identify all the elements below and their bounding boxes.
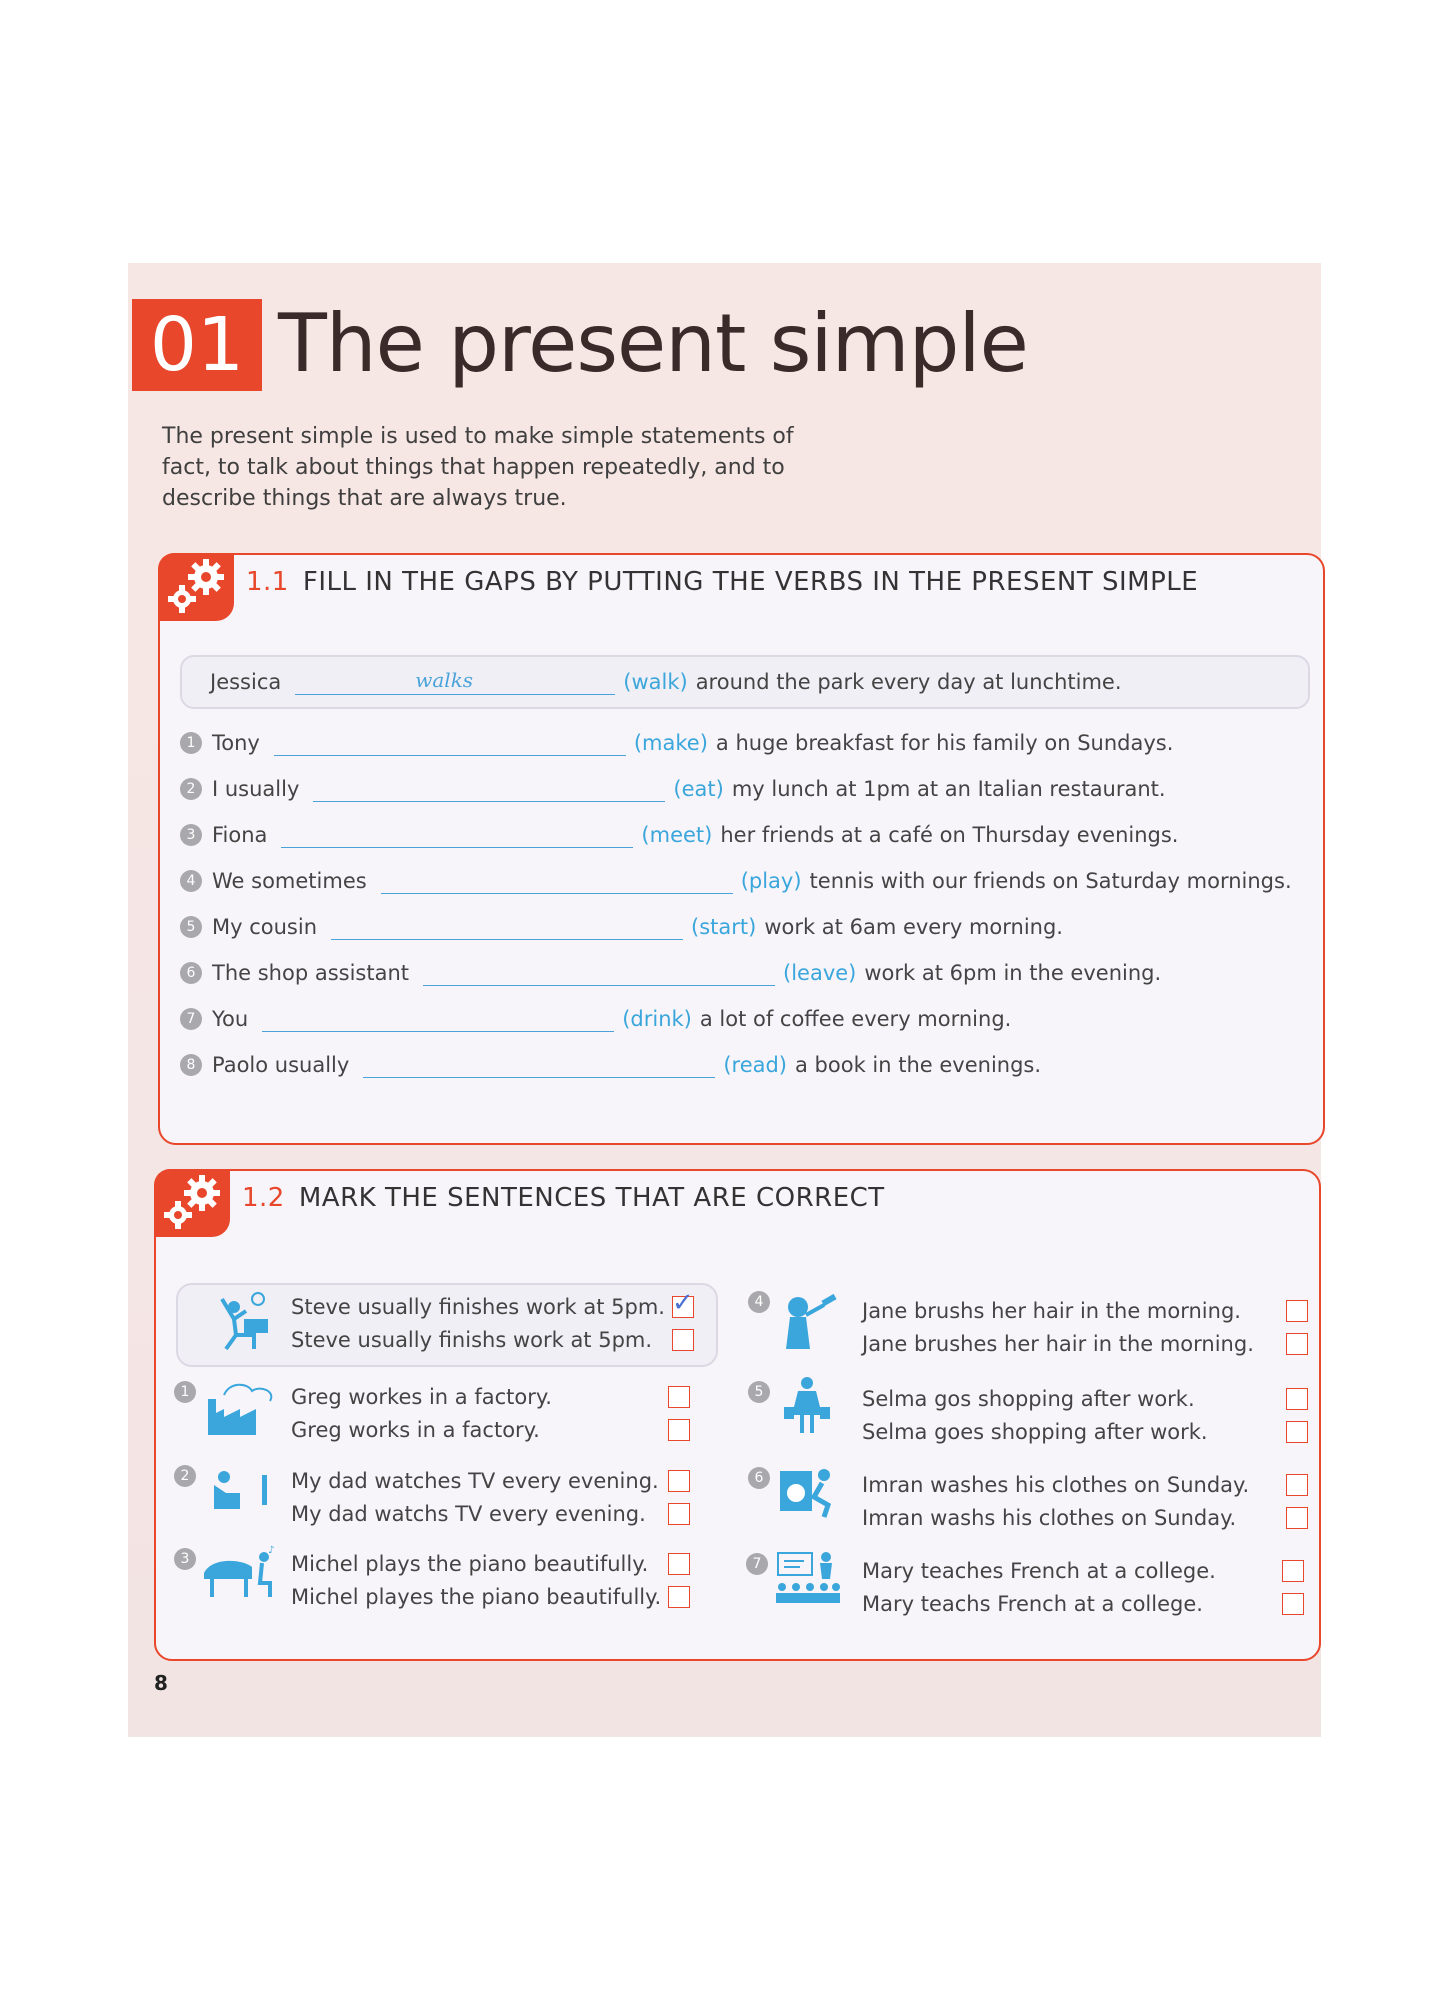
- answer-blank[interactable]: [363, 1053, 715, 1078]
- gap-item-1: [180, 723, 1173, 763]
- item-subject: Paolo usually: [212, 1053, 350, 1077]
- exercise-number: 1.2: [242, 1183, 285, 1213]
- gap-item-8: [180, 1045, 1041, 1085]
- item-number: 7: [180, 1008, 202, 1030]
- option-a: Steve usually finishes work at 5pm.: [291, 1295, 665, 1319]
- checkbox-6a[interactable]: [1286, 1474, 1308, 1496]
- mc-item-5: [862, 1383, 1208, 1449]
- piano-icon: [202, 1543, 282, 1601]
- item-number: 8: [180, 1054, 202, 1076]
- item-verb: (leave): [783, 961, 857, 985]
- item-verb: (start): [691, 915, 757, 939]
- item-rest: a book in the evenings.: [795, 1053, 1042, 1077]
- answer-blank[interactable]: [274, 731, 626, 756]
- item-rest: a huge breakfast for his family on Sundays.: [715, 731, 1174, 755]
- item-rest: her friends at a café on Thursday evenings.: [720, 823, 1179, 847]
- checkbox-4a[interactable]: [1286, 1300, 1308, 1322]
- mc-example: [291, 1291, 665, 1357]
- intro-text: The present simple is used to make simple statements of fact, to talk about things that happen repeatedly, and to describe things that are always true.: [162, 424, 794, 511]
- checkbox-3b[interactable]: [668, 1586, 690, 1608]
- answer-blank[interactable]: [423, 961, 775, 986]
- item-number: 1: [174, 1381, 196, 1403]
- gap-item-5: [180, 907, 1063, 947]
- gears-icon: [166, 559, 226, 615]
- item-subject: Tony: [212, 731, 260, 755]
- item-verb: (play): [740, 869, 802, 893]
- item-number: 5: [748, 1381, 770, 1403]
- checkmark-icon: ✓: [672, 1288, 694, 1318]
- mc-item-7: [862, 1555, 1216, 1621]
- gap-item-3: [180, 815, 1178, 855]
- exercise-title: MARK THE SENTENCES THAT ARE CORRECT: [298, 1183, 885, 1213]
- item-verb: (read): [723, 1053, 788, 1077]
- item-subject: We sometimes: [212, 869, 367, 893]
- exercise-title: FILL IN THE GAPS BY PUTTING THE VERBS IN THE PRESENT SIMPLE: [302, 567, 1199, 597]
- classroom-icon: [774, 1547, 842, 1605]
- example-rest: around the park every day at lunchtime.: [695, 670, 1122, 694]
- page-title: The present simple: [278, 297, 1028, 390]
- item-number: 6: [180, 962, 202, 984]
- svg-text:♪: ♪: [268, 1545, 275, 1556]
- exercise-heading: [246, 567, 1198, 597]
- example-subject: Jessica: [210, 670, 282, 694]
- option-b: My dad watchs TV every evening.: [291, 1502, 646, 1526]
- gap-item-7: [180, 999, 1011, 1039]
- washing-machine-icon: [778, 1461, 838, 1519]
- answer-blank[interactable]: [262, 1007, 614, 1032]
- example-row: [180, 655, 1310, 709]
- option-b: Mary teachs French at a college.: [862, 1592, 1203, 1616]
- item-subject: The shop assistant: [212, 961, 410, 985]
- shopping-icon: [782, 1375, 832, 1437]
- item-subject: You: [212, 1007, 249, 1031]
- workbook-page: [128, 263, 1321, 1737]
- page-number: 8: [154, 1671, 168, 1695]
- checkbox-7b[interactable]: [1282, 1593, 1304, 1615]
- checkbox-5a[interactable]: [1286, 1388, 1308, 1410]
- checkbox-1b[interactable]: [668, 1419, 690, 1441]
- option-b: Selma goes shopping after work.: [862, 1420, 1208, 1444]
- option-a: Selma gos shopping after work.: [862, 1387, 1195, 1411]
- option-b: Jane brushes her hair in the morning.: [862, 1332, 1254, 1356]
- option-a: Greg workes in a factory.: [291, 1385, 552, 1409]
- checkbox-6b[interactable]: [1286, 1507, 1308, 1529]
- item-rest: work at 6pm in the evening.: [864, 961, 1162, 985]
- example-answer: walks: [415, 667, 474, 692]
- gap-item-4: [180, 861, 1292, 901]
- item-rest: a lot of coffee every morning.: [699, 1007, 1012, 1031]
- checkbox-4b[interactable]: [1286, 1333, 1308, 1355]
- option-b: Michel playes the piano beautifully.: [291, 1585, 662, 1609]
- item-rest: my lunch at 1pm at an Italian restaurant.: [731, 777, 1166, 801]
- option-a: Michel plays the piano beautifully.: [291, 1552, 649, 1576]
- item-number: 4: [180, 870, 202, 892]
- exercise-1-2-panel: [154, 1169, 1321, 1661]
- option-a: Mary teaches French at a college.: [862, 1559, 1216, 1583]
- item-subject: Fiona: [212, 823, 268, 847]
- item-number: 3: [174, 1548, 196, 1570]
- exercise-heading: [242, 1183, 885, 1213]
- item-number: 1: [180, 732, 202, 754]
- item-verb: (make): [633, 731, 708, 755]
- item-number: 5: [180, 916, 202, 938]
- item-rest: tennis with our friends on Saturday mornings.: [809, 869, 1292, 893]
- item-number: 3: [180, 824, 202, 846]
- answer-blank[interactable]: [331, 915, 683, 940]
- item-number: 6: [748, 1467, 770, 1489]
- item-number: 4: [748, 1291, 770, 1313]
- option-b: Imran washs his clothes on Sunday.: [862, 1506, 1237, 1530]
- gap-item-6: [180, 953, 1161, 993]
- mc-item-1: [291, 1381, 552, 1447]
- gears-icon: [162, 1175, 222, 1231]
- option-b: Greg works in a factory.: [291, 1418, 540, 1442]
- checkbox-2a[interactable]: [668, 1470, 690, 1492]
- option-a: Imran washes his clothes on Sunday.: [862, 1473, 1250, 1497]
- exercise-number: 1.1: [246, 567, 289, 597]
- item-subject: I usually: [212, 777, 300, 801]
- mc-item-6: [862, 1469, 1249, 1535]
- checkbox-example-b[interactable]: [672, 1329, 694, 1351]
- checkbox-3a[interactable]: [668, 1553, 690, 1575]
- answer-blank[interactable]: [281, 823, 633, 848]
- option-b: Steve usually finishs work at 5pm.: [291, 1328, 653, 1352]
- checkbox-5b[interactable]: [1286, 1421, 1308, 1443]
- checkbox-7a[interactable]: [1282, 1560, 1304, 1582]
- item-verb: (meet): [641, 823, 713, 847]
- option-a: Jane brushs her hair in the morning.: [862, 1299, 1241, 1323]
- exercise-badge: [154, 1169, 230, 1237]
- item-subject: My cousin: [212, 915, 318, 939]
- hair-brushing-icon: [776, 1291, 842, 1353]
- checkbox-2b[interactable]: [668, 1503, 690, 1525]
- answer-blank[interactable]: [313, 777, 665, 802]
- option-a: My dad watches TV every evening.: [291, 1469, 659, 1493]
- mc-item-3: [291, 1548, 661, 1614]
- answer-blank[interactable]: [381, 869, 733, 894]
- checkbox-1a[interactable]: [668, 1386, 690, 1408]
- chapter-number: 01: [132, 299, 262, 391]
- exercise-badge: [158, 553, 234, 621]
- tv-watching-icon: [206, 1463, 276, 1519]
- mc-item-4: [862, 1295, 1254, 1361]
- mc-item-2: [291, 1465, 659, 1531]
- example-verb: (walk): [623, 670, 688, 694]
- office-worker-icon: [214, 1289, 274, 1355]
- example-answer-blank: [295, 667, 615, 695]
- item-number: 2: [180, 778, 202, 800]
- item-verb: (eat): [673, 777, 724, 801]
- item-number: 2: [174, 1465, 196, 1487]
- item-number: 7: [746, 1553, 768, 1575]
- item-rest: work at 6am every morning.: [764, 915, 1063, 939]
- item-verb: (drink): [622, 1007, 692, 1031]
- factory-icon: [204, 1377, 280, 1439]
- exercise-1-1-panel: [158, 553, 1325, 1145]
- gap-item-2: [180, 769, 1166, 809]
